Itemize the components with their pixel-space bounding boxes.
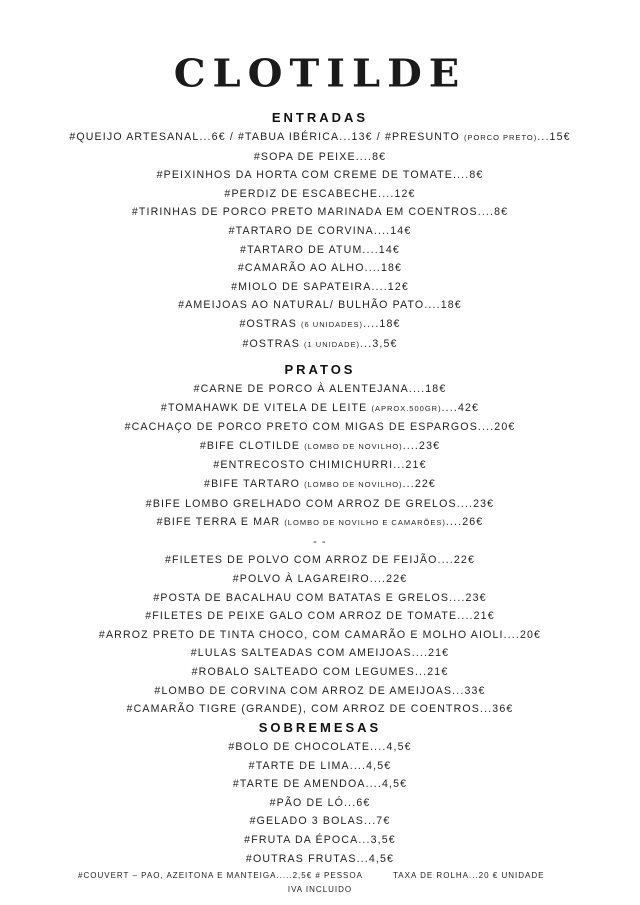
item-name: #AMEIJOAS AO NATURAL/ BULHÃO PATO....18€ xyxy=(178,299,462,312)
menu-item xyxy=(0,475,640,495)
menu-item xyxy=(0,513,640,533)
menu-item xyxy=(0,203,640,222)
menu-item xyxy=(0,148,640,167)
item-price: ...3,5€ xyxy=(360,337,398,350)
item-name: #CARNE DE PORCO À ALENTEJANA....18€ xyxy=(193,383,447,395)
item-name: #BIFE LOMBO GRELHADO COM ARROZ DE GRELOS....23€ xyxy=(145,497,495,510)
footer-corkage: TAXA DE ROLHA...20 € UNIDADE xyxy=(393,871,545,880)
footer-couvert: #COUVERT – PAO, AZEITONA E MANTEIGA.....2,5€ # PESSOA xyxy=(78,871,363,880)
menu-item xyxy=(0,589,640,608)
item-name: #TOMAHAWK DE VITELA DE LEITE xyxy=(160,401,372,414)
item-name: #CAMARÃO TIGRE (GRANDE), COM ARROZ DE COENTROS...36€ xyxy=(126,703,514,716)
menu-item xyxy=(0,456,640,475)
item-price: ...22€ xyxy=(402,477,436,490)
menu-item xyxy=(0,380,640,399)
menu-item xyxy=(0,185,640,204)
item-name: #BIFE TARTARO xyxy=(204,477,305,490)
item-note: (APROX.500GR) xyxy=(371,403,442,413)
item-name: #PERDIZ DE ESCABECHE....12€ xyxy=(224,187,416,200)
item-note: (1 UNIDADE) xyxy=(304,339,361,349)
menu-item xyxy=(0,626,640,645)
menu-item xyxy=(0,812,640,831)
item-name: #GELADO 3 BOLAS...7€ xyxy=(249,815,391,828)
menu-item xyxy=(0,296,640,315)
menu-item xyxy=(0,335,640,355)
menu-item xyxy=(0,570,640,589)
item-name: #FRUTA DA ÉPOCA...3,5€ xyxy=(244,833,396,846)
menu-item xyxy=(0,495,640,514)
menu-item xyxy=(0,607,640,626)
item-note: (LOMBO DE NOVILHO E CAMARÕES) xyxy=(284,518,446,528)
menu-item xyxy=(0,315,640,335)
item-name: #POLVO À LAGAREIRO....22€ xyxy=(232,572,408,585)
item-name: #BIFE TERRA E MAR xyxy=(156,516,285,529)
item-note: (LOMBO DE NOVILHO) xyxy=(304,441,403,451)
menu-item xyxy=(0,775,640,794)
item-name: #MIOLO DE SAPATEIRA....12€ xyxy=(231,280,409,293)
menu-item xyxy=(0,418,640,437)
item-name: #PEIXINHOS DA HORTA COM CREME DE TOMATE....8€ xyxy=(156,169,484,182)
item-name: #TARTE DE AMENDOA....4,5€ xyxy=(232,778,408,791)
item-name: #ARROZ PRETO DE TINTA CHOCO, COM CAMARÃO E MOLHO AIOLI....20€ xyxy=(98,628,542,641)
menu-item xyxy=(0,128,640,148)
item-name: #OSTRAS xyxy=(242,337,305,350)
menu-item xyxy=(0,663,640,682)
restaurant-title: CLOTILDE xyxy=(173,51,467,96)
item-name: #ENTRECOSTO CHIMICHURRI...21€ xyxy=(213,459,427,472)
menu-item xyxy=(0,794,640,813)
item-note: (LOMBO DE NOVILHO) xyxy=(304,479,403,489)
item-name: #QUEIJO ARTESANAL...6€ / #TABUA IBÉRICA...13€ / #PRESUNTO xyxy=(69,131,464,143)
menu-item xyxy=(0,166,640,185)
section-heading: SOBREMESAS xyxy=(258,720,382,735)
menu-item xyxy=(0,831,640,850)
menu-item xyxy=(0,278,640,297)
item-name: - - xyxy=(313,535,327,548)
item-name: #OUTRAS FRUTAS...4,5€ xyxy=(245,852,395,865)
item-price: ....42€ xyxy=(441,401,480,414)
item-name: #TIRINHAS DE PORCO PRETO MARINADA EM COENTROS....8€ xyxy=(131,206,509,219)
menu-item xyxy=(0,437,640,457)
item-name: #CACHAÇO DE PORCO PRETO COM MIGAS DE ESPARGOS....20€ xyxy=(124,421,516,434)
section-heading: PRATOS xyxy=(284,362,356,377)
item-price: ....26€ xyxy=(445,516,484,529)
item-name: #BIFE CLOTILDE xyxy=(199,439,305,452)
item-price: ....23€ xyxy=(402,439,441,452)
section-sobremesas xyxy=(0,718,640,868)
menu-item xyxy=(0,850,640,869)
item-name: #TARTARO DE CORVINA....14€ xyxy=(228,224,412,237)
divider xyxy=(0,533,640,552)
item-price: ....18€ xyxy=(363,317,401,330)
menu-item xyxy=(0,757,640,776)
section-pratos xyxy=(0,360,640,719)
item-name: #OSTRAS xyxy=(239,317,302,330)
menu-item xyxy=(0,399,640,419)
item-name: #LOMBO DE CORVINA COM ARROZ DE AMEIJOAS...33€ xyxy=(154,684,486,697)
item-name: #FILETES DE PEIXE GALO COM ARROZ DE TOMATE....21€ xyxy=(145,610,495,623)
item-name: #SOPA DE PEIXE....8€ xyxy=(253,150,387,163)
section-entradas xyxy=(0,108,640,354)
item-name: #LULAS SALTEADAS COM AMEIJOAS....21€ xyxy=(190,647,450,660)
menu-item xyxy=(0,738,640,757)
item-note: (PORCO PRETO) xyxy=(463,133,538,142)
item-name: #ROBALO SALTEADO COM LEGUMES...21€ xyxy=(191,665,449,678)
menu-item xyxy=(0,700,640,719)
item-name: #CAMARÃO AO ALHO....18€ xyxy=(237,262,403,275)
menu-item xyxy=(0,241,640,260)
item-note: (6 UNIDADES) xyxy=(301,319,364,329)
menu-item xyxy=(0,222,640,241)
item-name: #BOLO DE CHOCOLATE....4,5€ xyxy=(228,741,412,753)
item-name: #TARTARO DE ATUM....14€ xyxy=(240,243,400,256)
menu-item xyxy=(0,682,640,701)
item-name: #FILETES DE POLVO COM ARROZ DE FEIJÃO....22€ xyxy=(164,554,476,567)
menu-item xyxy=(0,259,640,278)
menu-item xyxy=(0,551,640,570)
item-name: #PÃO DE LÓ...6€ xyxy=(269,796,371,809)
item-name: #POSTA DE BACALHAU COM BATATAS E GRELOS....23€ xyxy=(153,591,487,604)
footer-vat: IVA INCLUIDO xyxy=(287,885,353,894)
section-heading: ENTRADAS xyxy=(271,110,369,125)
item-price: ...15€ xyxy=(537,131,571,143)
item-name: #TARTE DE LIMA....4,5€ xyxy=(248,759,392,772)
menu-item xyxy=(0,644,640,663)
